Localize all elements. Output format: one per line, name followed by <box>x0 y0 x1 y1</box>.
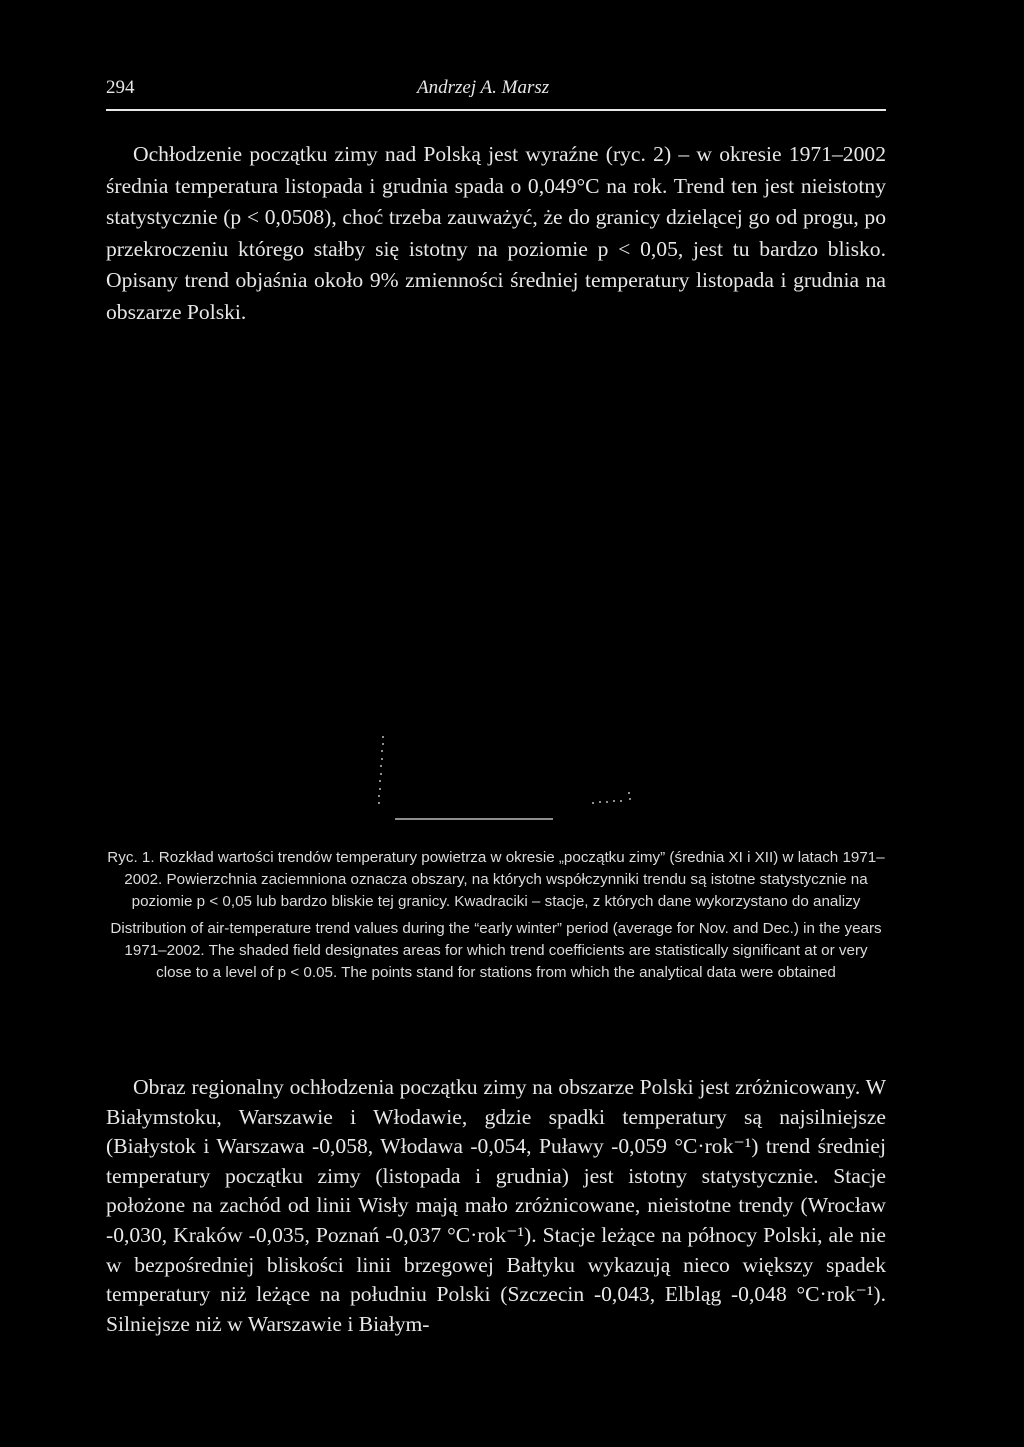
map-remnant-graphic <box>375 735 655 825</box>
caption-polish: Ryc. 1. Rozkład wartości trendów temperatury powietrza w okresie „początku zimy” (średnia XI i XII) w latach 1971–2002. Powierzchnia zaciemniona oznacza obszary, na których współczynniki trendu są istotne statystycznie na poziomie p < 0,05 lub bardzo bliskie tej granicy. Kwadraciki – stacje, z których dane wykorzystano do analizy <box>107 849 885 910</box>
header-rule <box>106 109 886 111</box>
caption-english: Distribution of air-temperature trend values during the “early winter” period (average for Nov. and Dec.) in the years 1971–2002. The shaded field designates areas for which trend coefficients are statistically significant at or very close to a level of p < 0.05. The points stand for stations from which the analytical data were obtained <box>110 920 882 981</box>
running-head: Andrzej A. Marsz <box>417 77 550 98</box>
figure-map-remnant <box>375 735 655 825</box>
figure-caption <box>106 847 886 984</box>
page-number: 294 <box>106 77 135 98</box>
body-paragraph-bottom: Obraz regionalny ochłodzenia początku zimy na obszarze Polski jest zróżnicowany. W Białymstoku, Warszawie i Włodawie, gdzie spadki temperatury są najsilniejsze (Białystok i Warszawa -0,058, Włodawa -0,054, Puławy -0,059 °C·rok⁻¹) trend średniej temperatury początku zimy (listopada i grudnia) jest istotny statystycznie. Stacje położone na zachód od linii Wisły mają mało zróżnicowane, nieistotne trendy (Wrocław -0,030, Kraków -0,035, Poznań -0,037 °C·rok⁻¹). Stacje leżące na północy Polski, ale nie w bezpośredniej bliskości linii brzegowej Bałtyku wykazują nieco większy spadek temperatury niż leżące na południu Polski (Szczecin -0,043, Elbląg -0,048 °C·rok⁻¹). Silniejsze niż w Warszawie i Białym- <box>106 1075 886 1336</box>
page-header <box>106 76 888 104</box>
body-paragraph-top: Ochłodzenie początku zimy nad Polską jest wyraźne (ryc. 2) – w okresie 1971–2002 średnia temperatura listopada i grudnia spada o 0,049°C na rok. Trend ten jest nieistotny statystycznie (p < 0,0508), choć trzeba zauważyć, że do granicy dzielącej go od progu, po przekroczeniu którego stałby się istotny na poziomie p < 0,05, jest tu bardzo blisko. Opisany trend objaśnia około 9% zmienności średniej temperatury listopada i grudnia na obszarze Polski. <box>106 142 886 324</box>
